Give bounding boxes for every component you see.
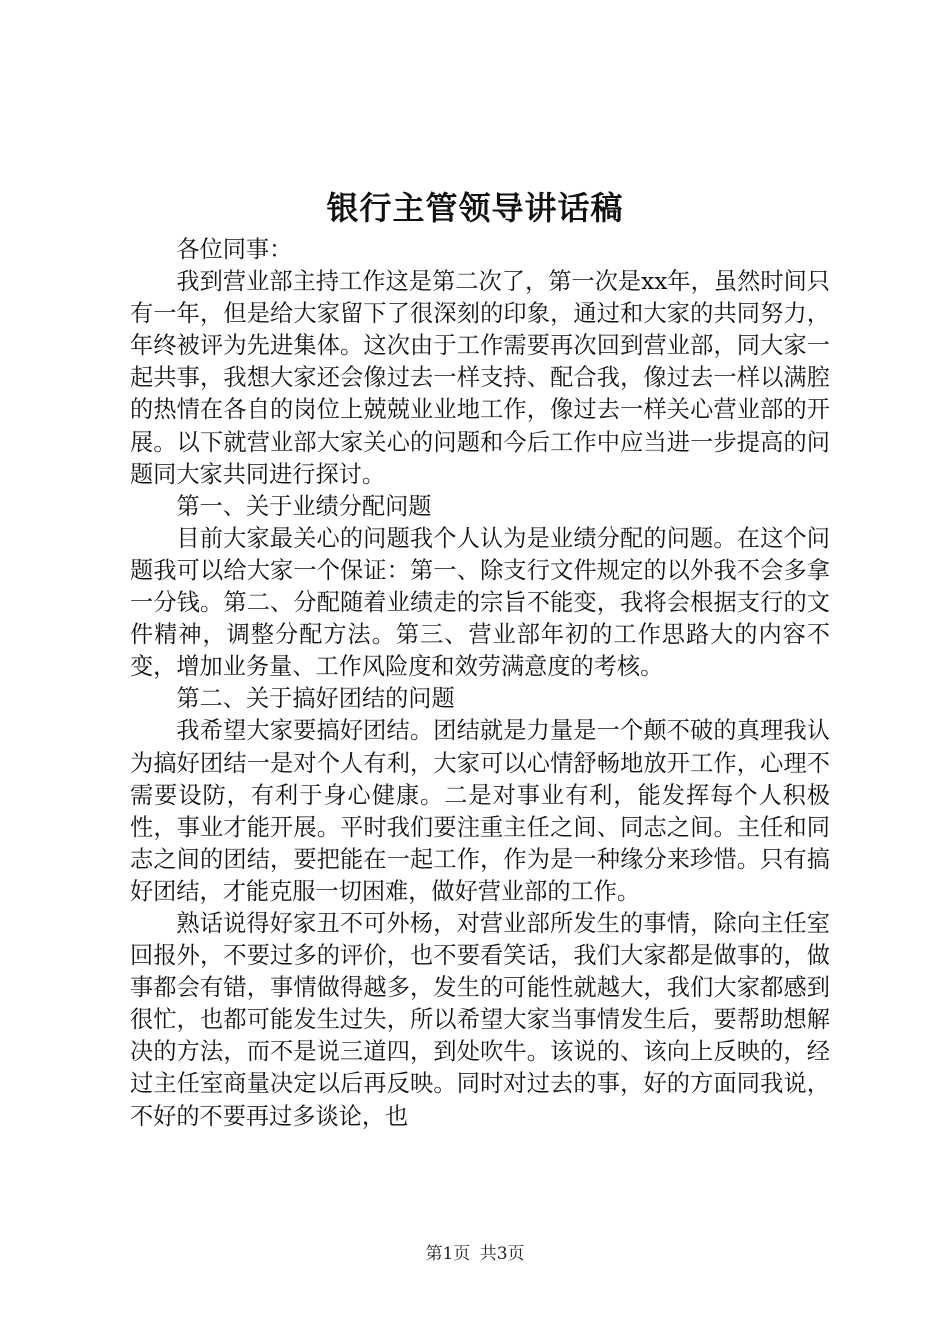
paragraph-unity: 我希望大家要搞好团结。团结就是力量是一个颠不破的真理我认为搞好团结一是对个人有利，大家可以心情舒畅地放开工作，心理不需要设防，有利于身心健康。二是对事业有利，能发挥每个人积极性，事业才能开展。平时我们要注重主任之间、同志之间。主任和同志之间的团结，要把能在一起工作，作为是一种缘分来珍惜。只有搞好团结，才能克服一切困难，做好营业部的工作。 xyxy=(130,717,830,905)
salutation: 各位同事： xyxy=(176,236,293,263)
section-heading-2: 第二、关于搞好团结的问题 xyxy=(176,685,455,713)
paragraph-performance: 目前大家最关心的问题我个人认为是业绩分配的问题。在这个问题我可以给大家一个保证：第一、除支行文件规定的以外我不会多拿一分钱。第二、分配随着业绩走的宗旨不能变，我将会根据支行的文件精神，调整分配方法。第三、营业部年初的工作思路大的内容不变，增加业务量、工作风险度和效劳满意度的考核。 xyxy=(130,524,830,681)
page-number: 第1页 xyxy=(425,1244,471,1264)
paragraph-intro: 我到营业部主持工作这是第二次了，第一次是xx年，虽然时间只有一年，但是给大家留下了很深刻的印象，通过和大家的共同努力，年终被评为先进集体。这次由于工作需要再次回到营业部，同大家一起共事，我想大家还会像过去一样支持、配合我，像过去一样以满腔的热情在各自的岗位上兢兢业业地工作，像过去一样关心营业部的开展。以下就营业部大家关心的问题和今后工作中应当进一步提高的问题同大家共同进行探讨。 xyxy=(130,268,830,488)
document-title: 银行主管领导讲话稿 xyxy=(326,189,624,227)
page-footer xyxy=(0,1242,950,1266)
paragraph-conduct: 熟话说得好家丑不可外杨，对营业部所发生的事情，除向主任室回报外，不要过多的评价，也不要看笑话，我们大家都是做事的，做事都会有错，事情做得越多，发生的可能性就越大，我们大家都感到很忙，也都可能发生过失，所以希望大家当事情发生后，要帮助想解决的方法，而不是说三道四，到处吹牛。该说的、该向上反映的，经过主任室商量决定以后再反映。同时对过去的事，好的方面同我说，不好的不要再过多谈论，也 xyxy=(130,909,830,1130)
page-total: 共3页 xyxy=(479,1244,525,1264)
section-heading-1: 第一、关于业绩分配问题 xyxy=(176,492,432,520)
document-body xyxy=(130,234,830,1133)
